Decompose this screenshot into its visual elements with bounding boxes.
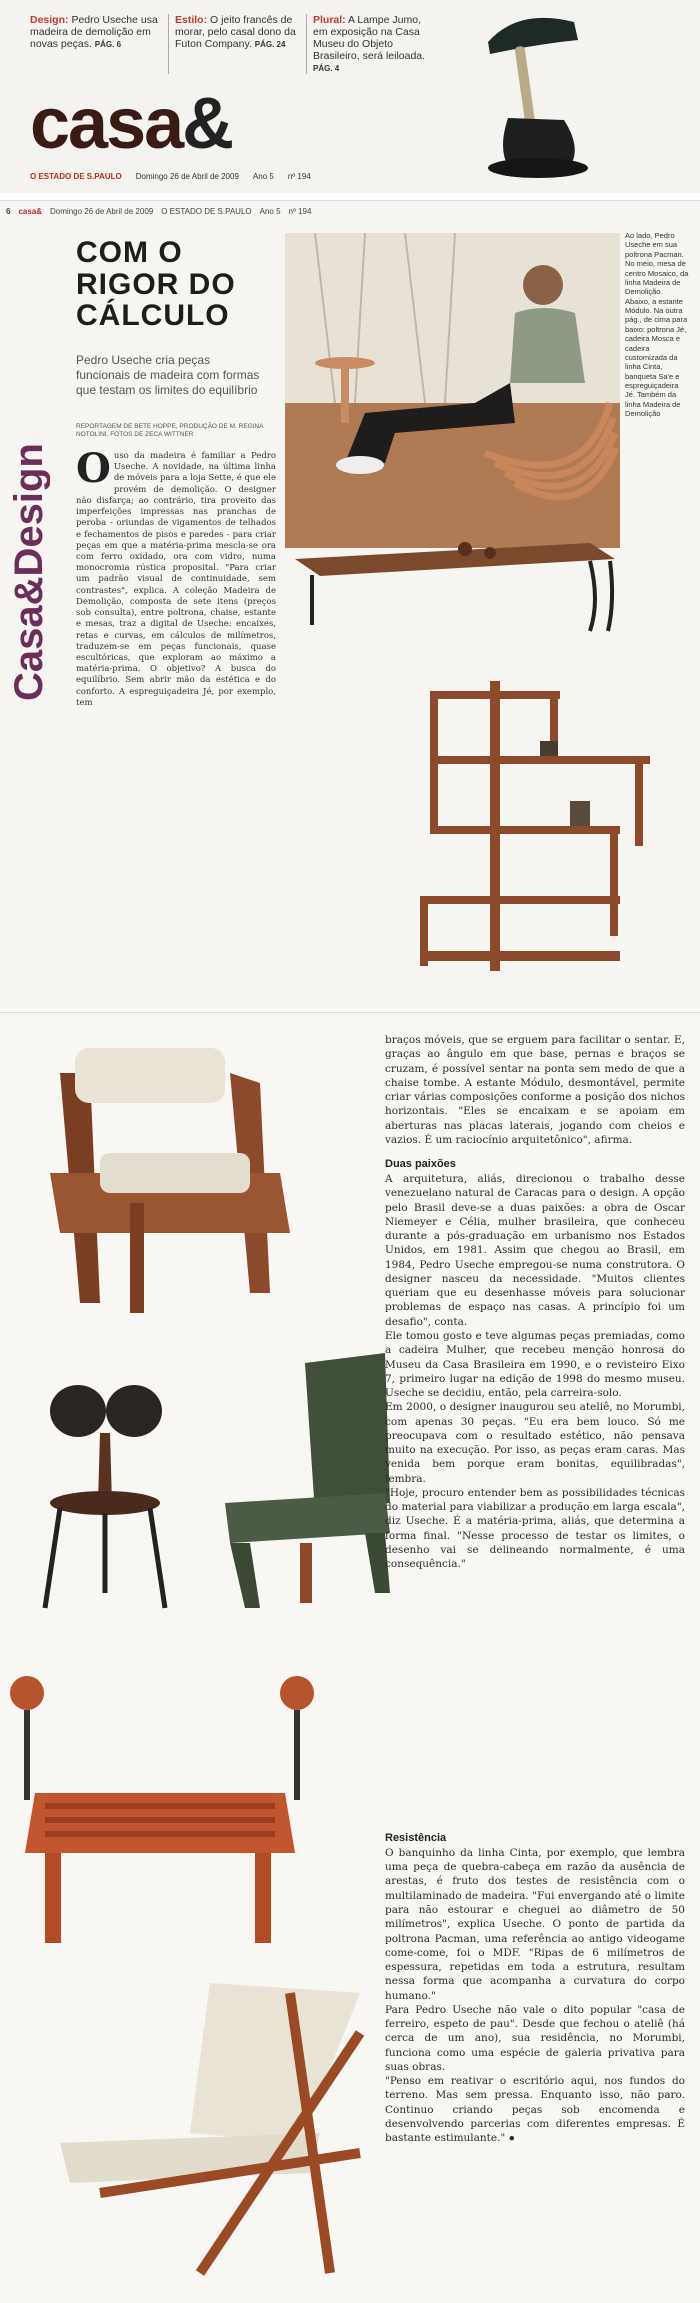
subhead-resistencia: Resistência xyxy=(385,1832,447,1844)
text-column-b xyxy=(385,1821,685,2146)
sae-stool-photo xyxy=(5,1653,315,1963)
paragraph: O banquinho da linha Cinta, por exemplo, que lembra uma peça de quebra-cabeça em razão da ausência de arestas, é fruto dos testes de resistência com o multilaminado de madeira. "Fui envergando até o limite para não estourar e cheguei ao diâmetro de 50 milímetros", explica Useche. O ponto de partida da poltrona Pacman, uma referência ao antigo videogame come-come, foi o MDF. "Ripas de 6 milímetros de espessura, repetidas em toda a estrutura, resultam nessa forma que acompanha a curvatura do corpo humano." xyxy=(385,1846,685,2002)
article-continuation-page xyxy=(0,1012,700,2303)
je-armchair-photo xyxy=(30,1033,310,1323)
text-column-a xyxy=(385,1033,685,1572)
page-folio: 6 casa& Domingo 26 de Abril de 2009 O ESTADO DE S.PAULO Ano 5 nº 194 xyxy=(6,207,312,216)
photo-caption: Ao lado, Pedro Useche em sua poltrona Pacman. No meio, mesa de centro Mosaico, da linha Madeira de Demolição. Abaixo, a estante Módulo. Na outra pág., de cima para baixo: poltrona Jé, cadeira Mosca e cadeira customizada da linha Cinta, banqueta Sa'e e espreguiçadeira Jé. Também da linha Madeira de Demolição xyxy=(625,231,689,419)
end-mark: ● xyxy=(508,2132,515,2145)
paragraph: "Penso em reativar o escritório aqui, nos fundos do terreno. Mas sem pressa. Enquanto isso, não paro. Continuo criando peças sob encomenda e desenvolvendo parcerias com diferentes empresas. É bastante estimulante." ● xyxy=(385,2075,685,2145)
article-page xyxy=(0,200,700,1008)
section-label xyxy=(10,231,50,711)
mosaico-table-photo xyxy=(290,531,620,641)
casa-logo: casa& xyxy=(30,84,233,164)
header-dateline: O ESTADO DE S.PAULO Domingo 26 de Abril de 2009 Ano 5 nº 194 xyxy=(30,172,311,181)
article-headline: COM O RIGOR DO CÁLCULO xyxy=(76,236,236,332)
cinta-custom-chair-photo xyxy=(215,1353,395,1613)
paragraph: Ele tomou gosto e teve algumas peças premiadas, como a cadeira Mulher, que recebeu menção honrosa do Museu da Casa Brasileira em 1990, e o revisteiro Eixo 7, primeiro lugar na edição de 1998 do mesmo museu. Useche se decidiu, então, pela carreira-solo. xyxy=(385,1330,685,1400)
paragraph: Em 2000, o designer inaugurou seu ateliê, no Morumbi, com apenas 30 peças. "Eu era bem louco. Só me preocupava com o resultado estético, não pensava muito na execução. Por isso, as peças eram caras. Mas venida bem porque eram bonitas, equilibradas", lembra. xyxy=(385,1401,685,1485)
teaser-bar xyxy=(30,14,480,74)
article-deck: Pedro Useche cria peças funcionais de madeira com formas que testam os limites do equilíbrio xyxy=(76,353,260,397)
article-credit: REPORTAGEM DE BETE HOPPE, PRODUÇÃO DE M. REGINA NOTOLINI, FOTOS DE ZECA WITTNER xyxy=(76,423,264,439)
section-label-text: Casa&Design xyxy=(10,443,50,701)
magazine-header xyxy=(0,0,700,193)
teaser-estilo[interactable]: Estilo: O jeito francês de morar, pelo casal dono da Futon Company. PÁG. 24 xyxy=(168,14,306,74)
paragraph: braços móveis, que se erguem para facilitar o sentar. E, graças ao ângulo em que base, pernas e braços se cruzam, é possível sentar na ponta sem medo de que a chaise tombe. A estante Módulo, desmontável, permite criar várias composições conforme a posição dos nichos horizontais. "Eles se encaixam e se apoiam em aberturas nas placas laterais, jogando com cheios e vazios. É um raciocínio arquitetônico", afirma. xyxy=(385,1034,685,1146)
je-lounge-chair-photo xyxy=(60,1973,400,2293)
subhead-duas-paixoes: Duas paixões xyxy=(385,1158,456,1171)
drop-cap: O xyxy=(76,445,111,492)
modulo-bookshelf-photo xyxy=(420,681,650,971)
mosca-chair-photo xyxy=(30,1373,180,1613)
paragraph: Para Pedro Useche não vale o dito popular "casa de ferreiro, espeto de pau". Desde que fechou o ateliê (há cerca de um ano), sua residência, no Morumbi, funciona como uma espécie de galeria privativa para suas obras. xyxy=(385,2003,685,2073)
teaser-plural[interactable]: Plural: A Lampe Jumo, em exposição na Casa Museu do Objeto Brasileiro, será leiloada. PÁG. 4 xyxy=(306,14,444,74)
teaser-design[interactable]: Design: Pedro Useche usa madeira de demolição em novas peças. PÁG. 6 xyxy=(30,14,158,51)
designer-portrait-photo xyxy=(285,233,620,548)
lamp-photo xyxy=(478,8,598,188)
paragraph: "Hoje, procuro entender bem as possibilidades técnicas do material para viabilizar a produção em larga escala", diz Useche. É a matéria-prima, aliás, que determina a forma final. "Nesse processo de testar os limites, o desenho vai se delineando normalmente, é uma consequência." xyxy=(385,1486,685,1571)
paragraph: A arquitetura, aliás, direcionou o trabalho desse venezuelano natural de Caracas para o design. A opção pelo Brasil deve-se a duas paixões: a obra de Oscar Niemeyer e Célia, mulher brasileira, que conheceu durante a pós-graduação em urbanismo nos Estados Unidos, em 1981. Assim que chegou ao Brasil, em 1984, Pedro Useche empregou-se numa construtora. O designer nasceu da necessidade. "Muitos clientes queriam que eu desenhasse móveis para solucionar problemas de espaço nas casas. A princípio foi um desafio", conta. xyxy=(385,1173,685,1328)
article-body-intro: O uso da madeira é familiar a Pedro Useche. A novidade, na última linha de móveis para a loja Sette, é que ele provém de demolição. O designer não disfarça; ao contrário, tira proveito das imperfeições impressas nas pranchas de peroba - oriundas de vigamentos de telhados e fechamentos de pisos e paredes - para criar peças em que a matéria-prima mescla-se ora com ferro oxidado, ora com vidro, numa monocromia rústica proposital. "Para criar um padrão visual de continuidade, sem contrastes", explica. A coleção Madeira de Demolição, composta de sete itens (preços sob consulta), entre poltrona, chaise, estante e mesas, traz a digital de Useche: encaixes, retas e curvas, em cálculos de milímetros, traduzem-se em peças funcionais, quase escultóricas, que exploram ao máximo a matéria-prima. O objetivo? A busca do equilíbrio. Sem abrir mão da estética e do conforto. A espreguiçadeira Jé, por exemplo, tem xyxy=(76,445,276,708)
